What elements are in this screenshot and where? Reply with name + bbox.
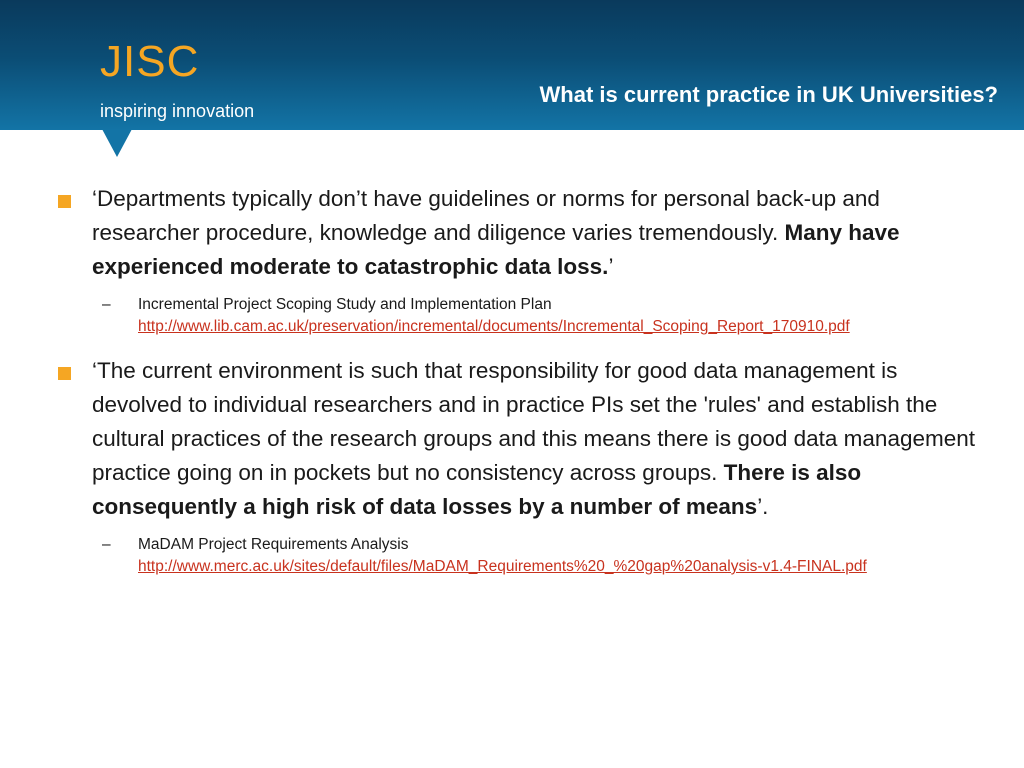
bullet-emphasis: There is also consequently a high risk of data losses by a number of means xyxy=(92,460,862,519)
slide-header xyxy=(0,0,1024,130)
bullet-text-end: ’. xyxy=(757,494,769,519)
source-link[interactable]: http://www.lib.cam.ac.uk/preservation/incremental/documents/Incremental_Scoping_Report_170910.pdf xyxy=(138,318,850,335)
square-bullet-icon xyxy=(58,367,71,380)
header-pointer-icon xyxy=(102,129,132,157)
source-title: Incremental Project Scoping Study and Implementation Plan xyxy=(138,296,552,313)
bullet-item xyxy=(56,354,976,524)
bullet-item xyxy=(56,182,976,284)
source-link[interactable]: http://www.merc.ac.uk/sites/default/files/MaDAM_Requirements%20_%20gap%20analysis-v1.4-FINAL.pdf xyxy=(138,558,867,575)
jisc-logo: JISC xyxy=(100,37,200,86)
bullet-text: ‘The current environment is such that responsibility for good data management is devolved to individual researchers and in practice PIs set the 'rules' and establish the cultural practices of the research groups and this means there is good data management practice going on in pockets but no consistency across groups. xyxy=(92,358,976,485)
logo-tagline: inspiring innovation xyxy=(100,101,255,121)
source-title: MaDAM Project Requirements Analysis xyxy=(138,536,409,553)
source-citation xyxy=(56,294,976,338)
slide-title: What is current practice in UK Universities? xyxy=(539,82,998,107)
dash-marker: – xyxy=(102,296,111,313)
dash-marker: – xyxy=(102,536,111,553)
bullet-text-end: ’ xyxy=(608,254,614,279)
source-citation xyxy=(56,534,976,578)
bullet-emphasis: Many have experienced moderate to catastrophic data loss. xyxy=(92,220,900,279)
bullet-text: ‘Departments typically don’t have guidelines or norms for personal back-up and researcher procedure, knowledge and diligence varies tremendously. xyxy=(92,186,880,245)
slide-content xyxy=(56,182,976,594)
square-bullet-icon xyxy=(58,195,71,208)
